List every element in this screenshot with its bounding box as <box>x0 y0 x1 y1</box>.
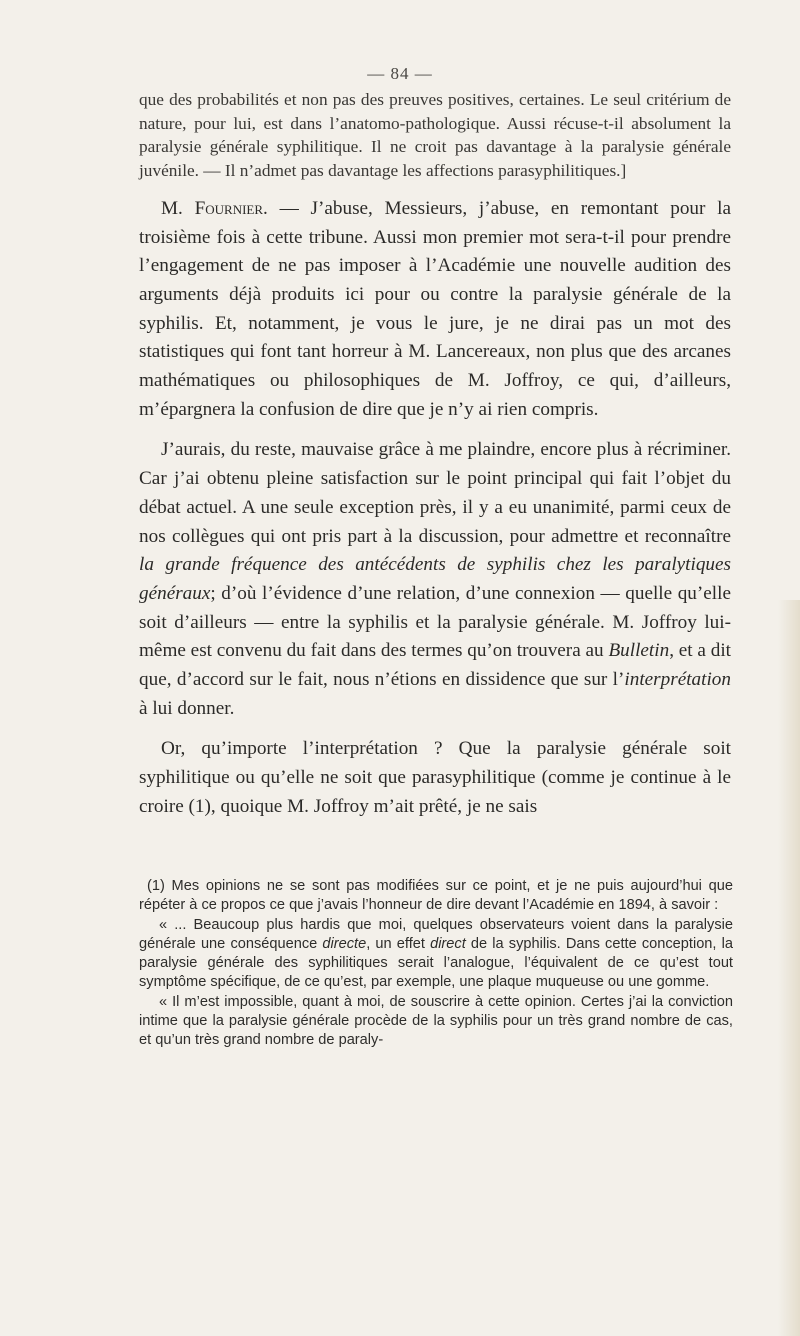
paragraph-recriminer-part1: J’aurais, du reste, mauvaise grâce à me plaindre, encore plus à récriminer. Car j’ai obtenu pleine satisfaction sur le point principal qui fait l’objet du débat actuel. A une seule exception près, il y a eu unanimité, parmi ceux de nos collègues qui ont pris part à la discussion, pour admettre et reconnaître <box>139 439 731 547</box>
paragraph-recriminer-part3: , et a dit que, d’accord sur le fait, nous n’étions en dissidence que sur l’ <box>139 640 731 691</box>
italic-grande-frequence: la grande fréquence des antécédents de syphilis chez les paralytiques généraux <box>139 554 731 604</box>
paragraph-fournier-text: — J’abuse, Messieurs, j’abuse, en remontant pour la troisième fois à cette tribune. Aussi mon premier mot sera-t-il pour prendre l’engagement de ne pas imposer à l’Académie une nouvelle audition des arguments déjà produits ici pour ou contre la paralysie générale de la syphilis. Et, notamment, je vous le jure, je ne dirai pas un mot des statistiques qui font tant horreur à M. Lancereaux, non plus que des arcanes mathématiques ou philosophiques de M. Joffroy, ce qui, d’ailleurs, m’épargnera la confusion de dire que je n’y ai rien compris. <box>139 197 731 420</box>
paragraph-interpretation: Or, qu’importe l’interprétation ? Que la paralysie générale soit syphilitique ou qu’elle ne soit que parasyphilitique (comme je continue à le croire (1), quoique M. Joffroy m’ait prêté, je ne sais <box>139 738 731 817</box>
footnotes <box>139 877 733 1051</box>
speaker-name: M. Fournier. <box>161 197 268 219</box>
footnote-1: (1) Mes opinions ne se sont pas modifiées sur ce point, et je ne puis aujourd’hui que répéter à ce propos ce que j’avais l’honneur de dire devant l’Académie en 1894, à savoir : <box>139 878 733 914</box>
main-text <box>139 88 731 822</box>
intro-paragraph: que des probabilités et non pas des preuves positives, certaines. Le seul critérium de nature, pour lui, est dans l’anatomo-pathologique. Aussi récuse-t-il absolument la paralysie générale syphilitique. Il ne croit pas davantage à la paralysie générale juvénile. — Il n’admet pas davantage les affections parasyphilitiques.] <box>139 90 731 181</box>
paragraph-recriminer-part2: ; d’où l’évidence d’une relation, d’une connexion — quelle qu’elle soit d’ailleurs — entre la syphilis et la paralysie générale. M. Joffroy lui-même est convenu du fait dans des termes qu’on trouvera au <box>139 582 731 662</box>
italic-directe: directe <box>322 935 367 952</box>
footnote-quote-2: « Il m’est impossible, quant à moi, de souscrire à cette opinion. Certes j’ai la conviction intime que la paralysie générale procède de la syphilis pour un très grand nombre de cas, et qu’un très grand nombre de paraly- <box>139 993 733 1049</box>
footnote-quote-1-part3: de la syphilis. Dans cette conception, la paralysie générale des syphilitiques serait l’analogue, l’équivalent de ce qu’est tout symptôme spécifique, de ce qu’est, par exemple, une plaque muqueuse ou une gomme. <box>139 935 733 991</box>
paragraph-fournier <box>139 195 731 425</box>
page-edge-shadow <box>778 600 800 1336</box>
paragraph-recriminer-part4: à lui donner. <box>139 697 235 719</box>
footnote-quote-1 <box>139 916 733 993</box>
footnote-quote-1-part2: , un effet <box>366 935 431 952</box>
italic-bulletin: Bulletin <box>608 640 670 662</box>
footnote-quote-1-part1: « ... Beaucoup plus hardis que moi, quelques observateurs voient dans la paralysie générale une conséquence <box>139 916 733 952</box>
italic-interpretation: interprétation <box>624 669 731 691</box>
italic-direct: direct <box>430 935 466 952</box>
page-number: — 84 — <box>367 64 433 83</box>
paragraph-recriminer <box>139 436 731 723</box>
